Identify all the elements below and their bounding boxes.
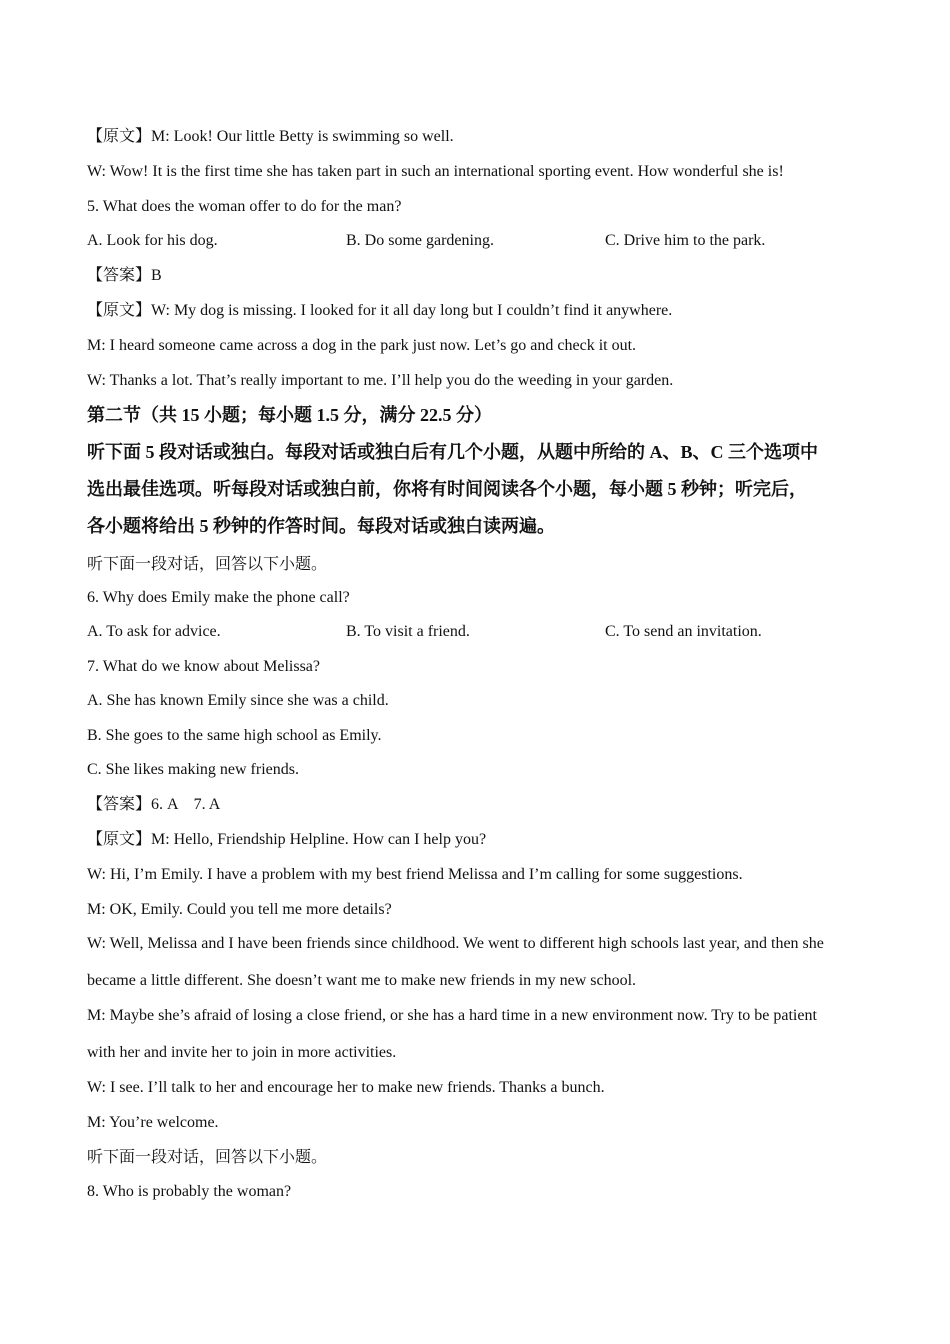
transcript-line: W: Hi, I’m Emily. I have a problem with my best friend Melissa and I’m calling for some suggestions.	[87, 866, 743, 883]
transcript-line: M: OK, Emily. Could you tell me more details?	[87, 901, 392, 918]
option-b: B. She goes to the same high school as Emily.	[87, 727, 382, 744]
answer-5: 【答案】B	[87, 267, 162, 284]
transcript-line: M: You’re welcome.	[87, 1114, 219, 1131]
transcript-line: M: I heard someone came across a dog in the park just now. Let’s go and check it out.	[87, 337, 637, 354]
transcript-line: 【原文】M: Hello, Friendship Helpline. How can I help you?	[87, 831, 487, 848]
option-a: A. Look for his dog.	[87, 232, 218, 249]
option-c: C. To send an invitation.	[605, 623, 762, 640]
section-instructions: 选出最佳选项。听每段对话或独白前，你将有时间阅读各个小题，每小题 5 秒钟；听完后，	[87, 479, 807, 499]
option-a: A. She has known Emily since she was a child.	[87, 692, 389, 709]
option-b: B. Do some gardening.	[346, 232, 494, 249]
option-c: C. Drive him to the park.	[605, 232, 766, 249]
listen-instruction: 听下面一段对话，回答以下小题。	[87, 554, 328, 573]
transcript-line: 【原文】M: Look! Our little Betty is swimming so well.	[87, 128, 454, 145]
section-instructions: 听下面 5 段对话或独白。每段对话或独白后有几个小题，从题中所给的 A、B、C 三个选项中	[87, 442, 818, 462]
transcript-line: M: Maybe she’s afraid of losing a close friend, or she has a hard time in a new environment now. Try to be patient	[87, 1007, 817, 1024]
transcript-line: became a little different. She doesn’t want me to make new friends in my new school.	[87, 972, 637, 989]
transcript-line: W: Well, Melissa and I have been friends since childhood. We went to different high schools last year, and then she	[87, 935, 824, 952]
transcript-line: W: Thanks a lot. That’s really important to me. I’ll help you do the weeding in your garden.	[87, 372, 674, 389]
section-instructions: 各小题将给出 5 秒钟的作答时间。每段对话或独白读两遍。	[87, 516, 555, 536]
section-heading: 第二节（共 15 小题；每小题 1.5 分，满分 22.5 分）	[87, 405, 492, 425]
transcript-line: W: I see. I’ll talk to her and encourage her to make new friends. Thanks a bunch.	[87, 1079, 605, 1096]
option-b: B. To visit a friend.	[346, 623, 470, 640]
question-6: 6. Why does Emily make the phone call?	[87, 589, 350, 606]
listen-instruction: 听下面一段对话，回答以下小题。	[87, 1147, 328, 1166]
option-c: C. She likes making new friends.	[87, 761, 299, 778]
answer-6-7: 【答案】6. A 7. A	[87, 796, 221, 813]
transcript-line: 【原文】W: My dog is missing. I looked for it all day long but I couldn’t find it anywhere.	[87, 302, 673, 319]
transcript-line: W: Wow! It is the first time she has taken part in such an international sporting event. How wonderful she is!	[87, 163, 784, 180]
option-a: A. To ask for advice.	[87, 623, 221, 640]
question-5: 5. What does the woman offer to do for the man?	[87, 198, 402, 215]
question-7: 7. What do we know about Melissa?	[87, 658, 320, 675]
question-8: 8. Who is probably the woman?	[87, 1183, 292, 1200]
transcript-line: with her and invite her to join in more activities.	[87, 1044, 397, 1061]
